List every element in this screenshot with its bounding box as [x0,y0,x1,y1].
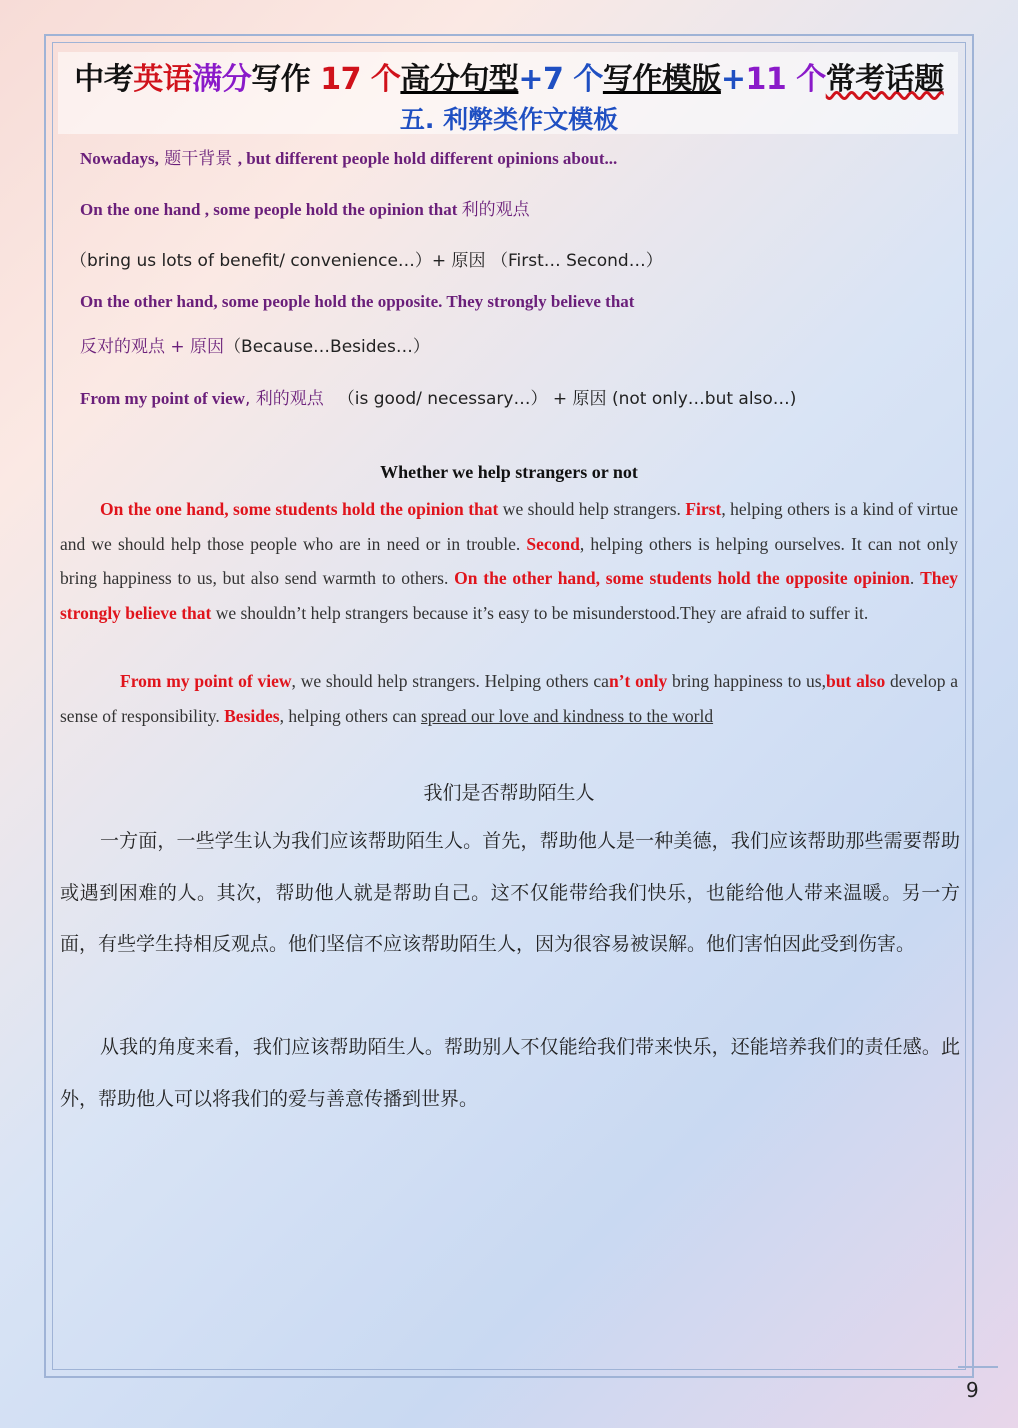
template-line-2: On the one hand , some people hold the opinion that 利的观点 [80,200,530,220]
template-line-5: 反对的观点 + 原因（Because…Besides…） [80,337,430,357]
template-line-4: On the other hand, some people hold the opposite. They strongly believe that [80,292,635,311]
page-number-rule [958,1366,998,1368]
essay-title: Whether we help strangers or not [380,462,638,482]
chinese-paragraph-1: 一方面，一些学生认为我们应该帮助陌生人。首先，帮助他人是一种美德，我们应该帮助那些需要帮助或遇到困难的人。其次，帮助他人就是帮助自己。这不仅能带给我们快乐，也能给他人带来温暖。另一方面，有些学生持相反观点。他们坚信不应该帮助陌生人，因为很容易被误解。他们害怕因此受到伤害。 [60,830,960,955]
template-line-6: From my point of view, 利的观点 （is good/ necessary…） + 原因 (not only…but also…) [80,389,797,409]
chinese-title: 我们是否帮助陌生人 [423,782,595,804]
chinese-paragraph-2: 从我的角度来看，我们应该帮助陌生人。帮助别人不仅能给我们带来快乐，还能培养我们的责任感。此外，帮助他人可以将我们的爱与善意传播到世界。 [60,1036,960,1110]
main-title: 中考英语满分写作 17 个高分句型+7 个写作模版+11 个常考话题 [74,62,944,97]
template-line-3: （bring us lots of benefit/ convenience…）+ 原因 （First… Second…） [70,251,663,271]
section-title: 五. 利弊类作文模板 [399,105,619,134]
template-line-1: Nowadays, 题干背景 , but different people hold different opinions about... [80,149,618,169]
essay-paragraph-2: From my point of view, we should help strangers. Helping others can’t only bring happiness to us,but also develop a sense of responsibility. Besides, helping others can spread our love and kindness to the world [60,671,959,726]
essay-paragraph-1: On the one hand, some students hold the opinion that we should help strangers. First, helping others is a kind of virtue and we should help those people who are in need or in trouble. Second, helping others is helping ourselves. It can not only bring happiness to us, but also send warmth to others. On the other hand, some students hold the opposite opinion. They strongly believe that we shouldn’t help strangers because it’s easy to be misunderstood.They are afraid to suffer it. [60,499,959,623]
page-number: 9 [966,1378,979,1402]
